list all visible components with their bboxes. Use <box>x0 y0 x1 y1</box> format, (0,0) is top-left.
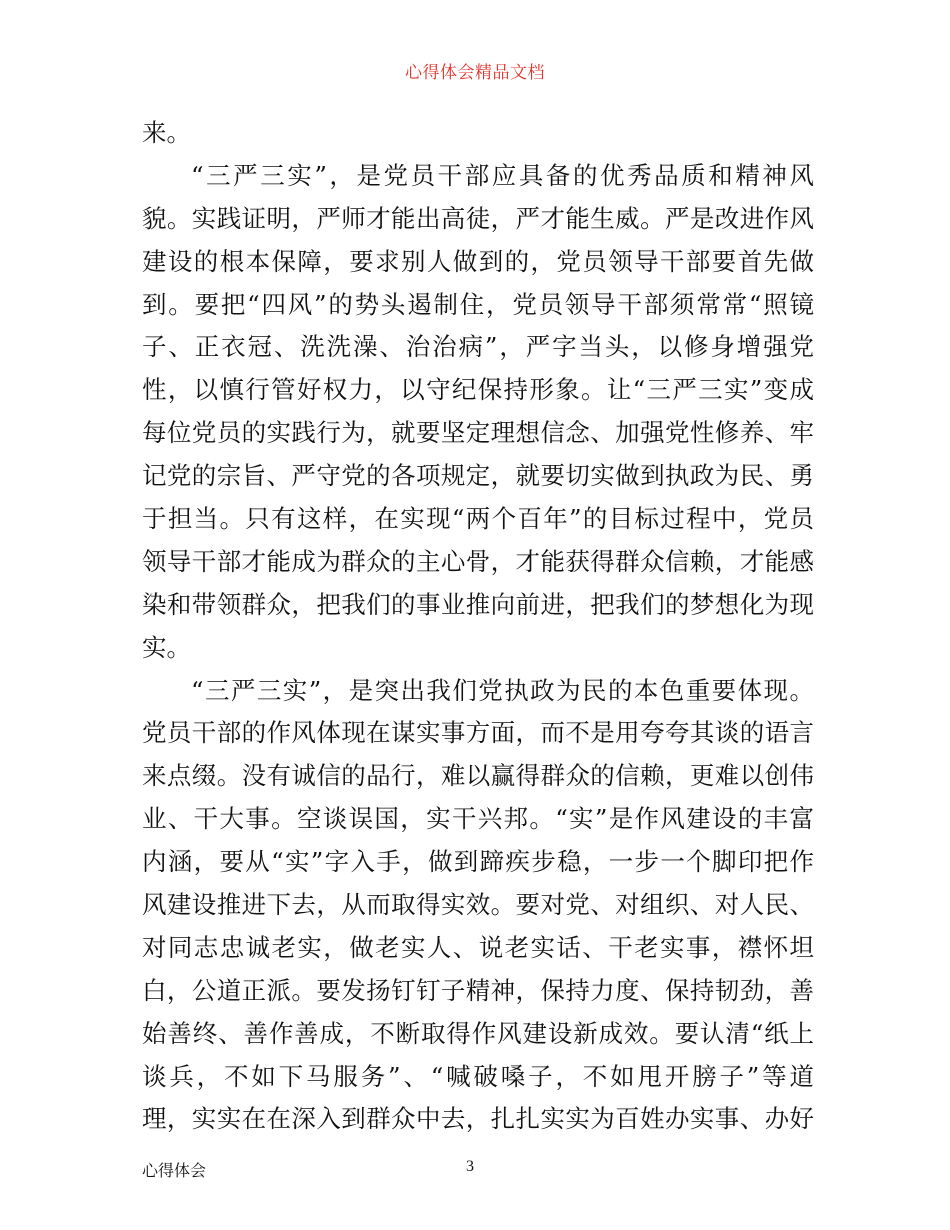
text-line: 实。 <box>142 632 191 662</box>
text-line: 染和带领群众，把我们的事业推向前进，把我们的梦想化为现 <box>142 589 814 619</box>
body-text <box>142 112 814 1141</box>
text-line: 始善终、善作善成，不断取得作风建设新成效。要认清“纸上 <box>142 1018 814 1048</box>
text-line: 内涵，要从“实”字入手，做到蹄疾步稳，一步一个脚印把作 <box>142 847 814 877</box>
footer-label: 心得体会 <box>142 1161 207 1180</box>
text-line: 来点缀。没有诚信的品行，难以赢得群众的信赖，更难以创伟 <box>142 761 814 791</box>
text-line: 每位党员的实践行为，就要坚定理想信念、加强党性修养、牢 <box>142 418 814 448</box>
text-line: 业、干大事。空谈误国，实干兴邦。“实”是作风建设的丰富 <box>142 804 814 834</box>
text-line: 党员干部的作风体现在谋实事方面，而不是用夸夸其谈的语言 <box>142 718 814 748</box>
text-line: 风建设推进下去，从而取得实效。要对党、对组织、对人民、 <box>142 890 814 920</box>
text-line: 理，实实在在深入到群众中去，扎扎实实为百姓办实事、办好 <box>142 1104 814 1134</box>
text-line: 记党的宗旨、严守党的各项规定，就要切实做到执政为民、勇 <box>142 461 814 491</box>
text-line: 来。 <box>142 118 191 147</box>
text-line: 于担当。只有这样，在实现“两个百年”的目标过程中，党员 <box>142 504 814 534</box>
text-line: 建设的根本保障，要求别人做到的，党员领导干部要首先做 <box>142 246 814 276</box>
text-line: 子、正衣冠、洗洗澡、治治病”，严字当头，以修身增强党 <box>142 332 814 362</box>
text-line: “三严三实”，是突出我们党执政为民的本色重要体现。 <box>191 675 814 705</box>
text-line: 对同志忠诚老实，做老实人、说老实话、干老实事，襟怀坦 <box>142 932 814 962</box>
text-line: 领导干部才能成为群众的主心骨，才能获得群众信赖，才能感 <box>142 546 814 576</box>
page-number: 3 <box>466 1158 474 1175</box>
page-header: 心得体会精品文档 <box>405 63 545 83</box>
text-line: 性，以慎行管好权力，以守纪保持形象。让“三严三实”变成 <box>142 375 814 405</box>
text-line: 白，公道正派。要发扬钉钉子精神，保持力度、保持韧劲，善 <box>142 975 814 1005</box>
text-line: 貌。实践证明，严师才能出高徒，严才能生威。严是改进作风 <box>142 203 814 233</box>
text-line: 到。要把“四风”的势头遏制住，党员领导干部须常常“照镜 <box>142 289 814 319</box>
text-line: 谈兵，不如下马服务”、“喊破嗓子，不如甩开膀子”等道 <box>142 1061 814 1091</box>
text-line: “三严三实”，是党员干部应具备的优秀品质和精神风 <box>191 160 814 190</box>
